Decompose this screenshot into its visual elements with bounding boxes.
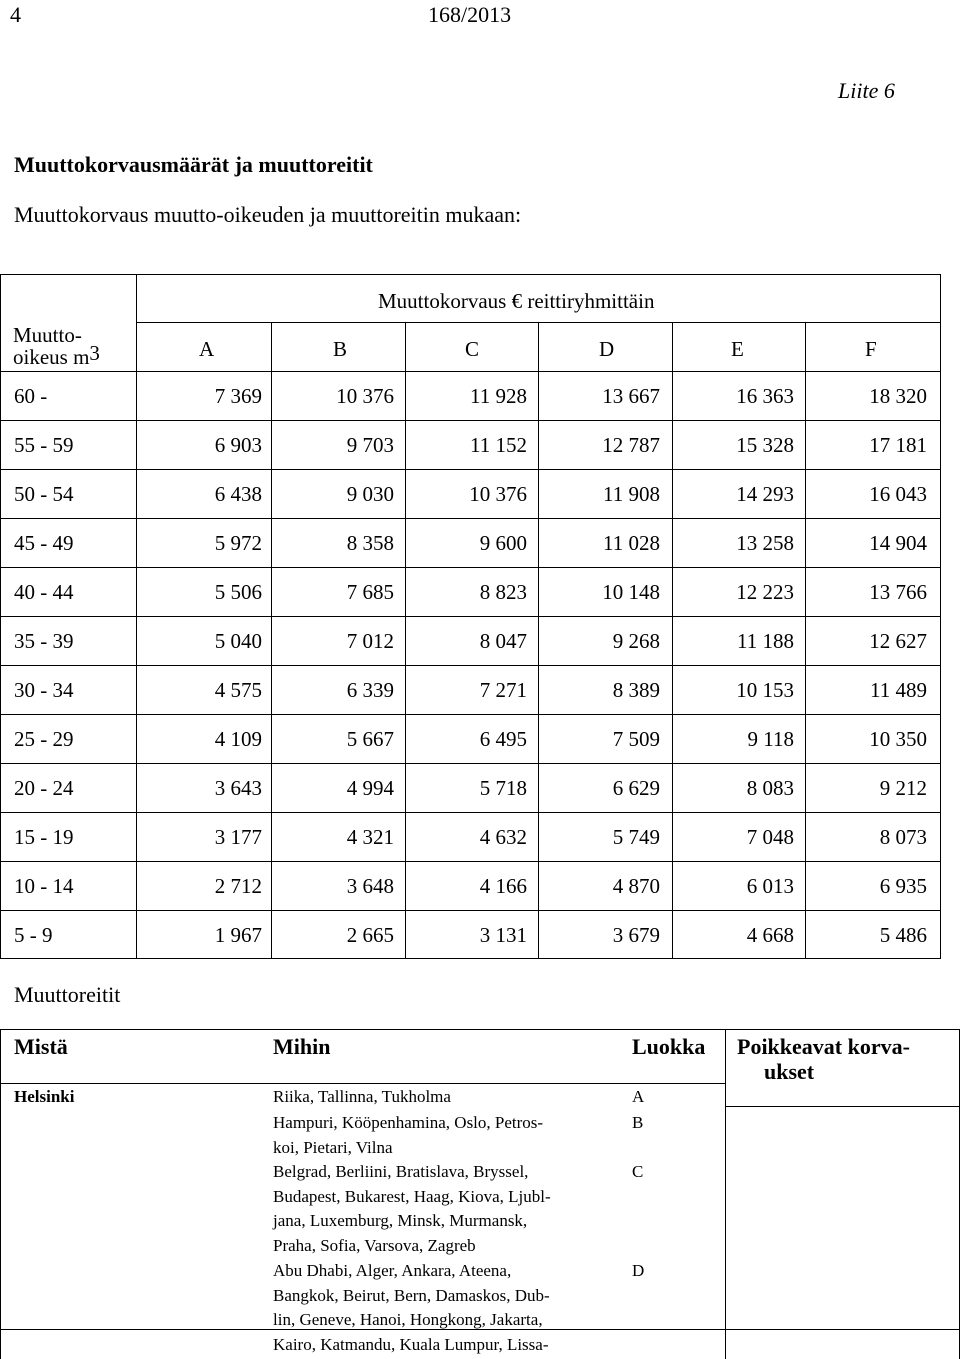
route-destinations: Belgrad, Berliini, Bratislava, Bryssel,: [273, 1162, 529, 1181]
amount-cell: 6 935: [879, 874, 927, 898]
amount-cell: 8 047: [479, 629, 527, 653]
row-range: 55 - 59: [14, 433, 74, 457]
amount-cell: 4 668: [746, 923, 794, 947]
amount-cell: 4 994: [346, 776, 394, 800]
row-range: 10 - 14: [14, 874, 74, 898]
amount-cell: 9 212: [879, 776, 927, 800]
table-rule: [0, 958, 941, 959]
column-header-a: A: [199, 337, 215, 361]
amount-cell: 9 268: [612, 629, 660, 653]
route-class: D: [632, 1261, 645, 1280]
table-rule: [538, 322, 539, 958]
amount-cell: 10 376: [469, 482, 527, 506]
amount-cell: 16 043: [869, 482, 927, 506]
amount-cell: 8 389: [612, 678, 660, 702]
amount-cell: 6 339: [346, 678, 394, 702]
amount-cell: 8 358: [346, 531, 394, 555]
table-rule: [725, 1029, 726, 1359]
route-class: A: [632, 1087, 645, 1106]
column-header-b: B: [333, 337, 348, 361]
amount-cell: 5 749: [612, 825, 660, 849]
table-rule: [0, 665, 941, 666]
row-range: 25 - 29: [14, 727, 74, 751]
route-class: B: [632, 1113, 644, 1132]
column-header-e: E: [731, 337, 744, 361]
amount-cell: 6 013: [746, 874, 794, 898]
table-rule: [0, 274, 1, 958]
amount-cell: 6 495: [479, 727, 527, 751]
row-header-unit: oikeus m: [13, 345, 90, 369]
table-rule: [0, 567, 941, 568]
page-subtitle: Muuttokorvaus muutto-oikeuden ja muuttoreitin mukaan:: [14, 202, 522, 227]
amount-cell: 2 665: [346, 923, 394, 947]
table-rule: [0, 420, 941, 421]
amount-cell: 10 350: [869, 727, 927, 751]
amount-cell: 5 718: [479, 776, 527, 800]
amount-cell: 1 967: [214, 923, 262, 947]
amount-cell: 3 177: [214, 825, 262, 849]
row-range: 20 - 24: [14, 776, 74, 800]
table-rule: [0, 1083, 725, 1084]
amount-cell: 17 181: [869, 433, 927, 457]
table-rule: [672, 322, 673, 958]
amount-cell: 11 028: [603, 531, 660, 555]
row-header-line2: [13, 341, 100, 369]
table-rule: [0, 274, 941, 275]
amount-cell: 16 363: [736, 384, 794, 408]
amount-cell: 12 787: [602, 433, 660, 457]
row-header-superscript: 3: [89, 341, 100, 365]
route-origin: Helsinki: [14, 1087, 75, 1106]
table-rule: [405, 322, 406, 958]
compensation-table: [0, 274, 941, 959]
table-rule: [0, 1029, 960, 1030]
row-range: 50 - 54: [14, 482, 74, 506]
amount-cell: 7 271: [479, 678, 527, 702]
table-rule: [0, 861, 941, 862]
amount-cell: 11 908: [603, 482, 660, 506]
amount-cell: 6 903: [214, 433, 262, 457]
amount-cell: 8 823: [479, 580, 527, 604]
route-class: C: [632, 1162, 644, 1181]
amount-cell: 10 376: [336, 384, 394, 408]
amount-cell: 4 109: [214, 727, 262, 751]
group-header: Muuttokorvaus € reittiryhmittäin: [378, 289, 655, 313]
route-destinations: lin, Geneve, Hanoi, Hongkong, Jakarta,: [273, 1310, 543, 1330]
amount-cell: 6 438: [214, 482, 262, 506]
amount-cell: 8 073: [879, 825, 927, 849]
amount-cell: 7 012: [346, 629, 394, 653]
document-number: 168/2013: [428, 2, 512, 27]
table-rule: [0, 518, 941, 519]
amount-cell: 12 627: [869, 629, 927, 653]
amount-cell: 4 632: [479, 825, 527, 849]
amount-cell: 9 118: [747, 727, 794, 751]
column-header-class: Luokka: [632, 1034, 706, 1059]
table-rule: [0, 469, 941, 470]
table-rule: [0, 714, 941, 715]
amount-cell: 11 489: [870, 678, 927, 702]
amount-cell: 4 870: [612, 874, 660, 898]
table-rule: [271, 322, 272, 958]
row-range: 40 - 44: [14, 580, 74, 604]
row-range: 45 - 49: [14, 531, 74, 555]
amount-cell: 7 685: [346, 580, 394, 604]
amount-cell: 13 258: [736, 531, 794, 555]
table-rule: [0, 763, 941, 764]
table-rule: [0, 371, 941, 372]
amount-cell: 10 153: [736, 678, 794, 702]
amount-cell: 5 667: [346, 727, 394, 751]
table-rule: [0, 812, 941, 813]
amount-cell: 9 703: [346, 433, 394, 457]
route-destinations: Budapest, Bukarest, Haag, Kiova, Ljubl-: [273, 1186, 551, 1206]
route-destinations: Bangkok, Beirut, Bern, Damaskos, Dub-: [273, 1285, 550, 1305]
routes-table: [0, 1029, 960, 1359]
route-destinations: Abu Dhabi, Alger, Ankara, Ateena,: [273, 1261, 512, 1280]
amount-cell: 5 972: [214, 531, 262, 555]
table-rule: [0, 910, 941, 911]
table-rule: [805, 322, 806, 958]
amount-cell: 7 048: [746, 825, 794, 849]
amount-cell: 7 509: [612, 727, 660, 751]
table-rule: [940, 274, 941, 958]
table-rule: [136, 274, 137, 958]
routes-heading: Muuttoreitit: [14, 982, 121, 1007]
amount-cell: 2 712: [214, 874, 262, 898]
amount-cell: 18 320: [869, 384, 927, 408]
amount-cell: 13 667: [602, 384, 660, 408]
row-range: 30 - 34: [14, 678, 74, 702]
amount-cell: 4 166: [479, 874, 527, 898]
amount-cell: 11 152: [470, 433, 527, 457]
page-title: Muuttokorvausmäärät ja muuttoreitit: [14, 152, 373, 177]
amount-cell: 10 148: [602, 580, 660, 604]
amount-cell: 9 030: [346, 482, 394, 506]
column-header-exceptions-cont: ukset: [764, 1059, 815, 1084]
amount-cell: 14 293: [736, 482, 794, 506]
row-range: 15 - 19: [14, 825, 74, 849]
amount-cell: 4 575: [214, 678, 262, 702]
row-range: 5 - 9: [14, 923, 53, 947]
amount-cell: 4 321: [346, 825, 394, 849]
amount-cell: 5 486: [879, 923, 927, 947]
column-header-from: Mistä: [14, 1034, 68, 1059]
column-header-c: C: [465, 337, 480, 361]
table-rule: [725, 1106, 960, 1107]
route-destinations: Praha, Sofia, Varsova, Zagreb: [273, 1235, 476, 1255]
row-range: 60 -: [14, 384, 48, 408]
amount-cell: 5 506: [214, 580, 262, 604]
amount-cell: 7 369: [214, 384, 262, 408]
route-destinations: koi, Pietari, Vilna: [273, 1137, 393, 1157]
amount-cell: 3 643: [214, 776, 262, 800]
amount-cell: 5 040: [214, 629, 262, 653]
column-header-f: F: [865, 337, 877, 361]
column-header-d: D: [599, 337, 615, 361]
amount-cell: 15 328: [736, 433, 794, 457]
page-number: 4: [10, 2, 21, 27]
table-rule: [0, 616, 941, 617]
amount-cell: 11 928: [470, 384, 527, 408]
amount-cell: 3 679: [612, 923, 660, 947]
amount-cell: 9 600: [479, 531, 527, 555]
column-header-to: Mihin: [273, 1034, 331, 1059]
route-destinations: jana, Luxemburg, Minsk, Murmansk,: [273, 1211, 528, 1231]
amount-cell: 14 904: [869, 531, 927, 555]
amount-cell: 8 083: [746, 776, 794, 800]
amount-cell: 3 131: [479, 923, 527, 947]
row-header-line1: Muutto-: [13, 323, 82, 347]
route-destinations: Kairo, Katmandu, Kuala Lumpur, Lissa-: [273, 1334, 549, 1354]
amount-cell: 11 188: [737, 629, 794, 653]
table-rule: [0, 1029, 1, 1359]
route-destinations: Hampuri, Kööpenhamina, Oslo, Petros-: [273, 1113, 544, 1132]
amount-cell: 3 648: [346, 874, 394, 898]
row-range: 35 - 39: [14, 629, 74, 653]
amount-cell: 6 629: [612, 776, 660, 800]
amount-cell: 12 223: [736, 580, 794, 604]
annex-label: Liite 6: [838, 78, 895, 103]
route-destinations: Riika, Tallinna, Tukholma: [273, 1087, 451, 1106]
column-header-exceptions: Poikkeavat korva-: [737, 1034, 910, 1059]
amount-cell: 13 766: [869, 580, 927, 604]
